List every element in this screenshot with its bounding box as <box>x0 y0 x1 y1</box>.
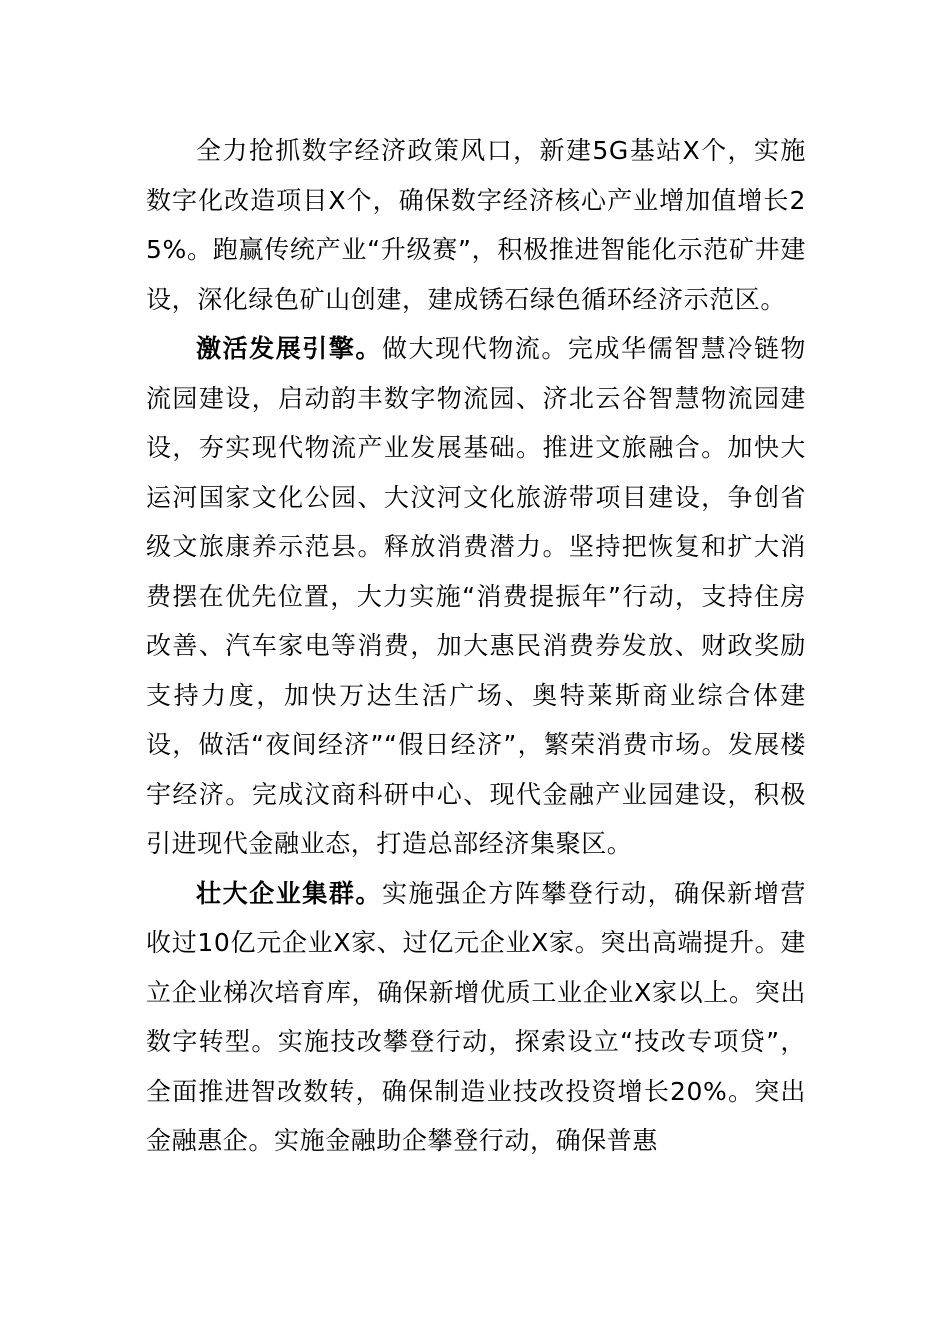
document-body <box>146 126 806 1166</box>
paragraph-text: 实施强企方阵攀登行动，确保新增营收过10亿元企业X家、过亿元企业X家。突出高端提升。建立企业梯次培育库，确保新增优质工业企业X家以上。突出数字转型。实施技改攀登行动，探索设立“技改专项贷”，全面推进智改数转，确保制造业技改投资增长20%。突出金融惠企。实施金融助企攀登行动，确保普惠 <box>146 878 807 1155</box>
paragraph-development-engine <box>146 324 806 869</box>
paragraph-text: 全力抢抓数字经济政策风口，新建5G基站X个，实施数字化改造项目X个，确保数字经济核心产业增加值增长25%。跑赢传统产业“升级赛”，积极推进智能化示范矿井建设，深化绿色矿山创建，建成锈石绿色循环经济示范区。 <box>146 136 806 314</box>
paragraph-enterprise-cluster <box>146 869 806 1166</box>
paragraph-text: 做大现代物流。完成华儒智慧冷链物流园建设，启动韵丰数字物流园、济北云谷智慧物流园建设，夯实现代物流产业发展基础。推进文旅融合。加快大运河国家文化公园、大汶河文化旅游带项目建设，争创省级文旅康养示范县。释放消费潜力。坚持把恢复和扩大消费摆在优先位置，大力实施“消费提振年”行动，支持住房改善、汽车家电等消费，加大惠民消费券发放、财政奖励支持力度，加快万达生活广场、奥特莱斯商业综合体建设，做活“夜间经济”“假日经济”，繁荣消费市场。发展楼宇经济。完成汶商科研中心、现代金融产业园建设，积极引进现代金融业态，打造总部经济集聚区。 <box>146 334 807 858</box>
paragraph-digital-economy <box>146 126 806 324</box>
paragraph-lead: 激活发展引擎。 <box>196 334 382 363</box>
paragraph-lead: 壮大企业集群。 <box>196 878 382 908</box>
